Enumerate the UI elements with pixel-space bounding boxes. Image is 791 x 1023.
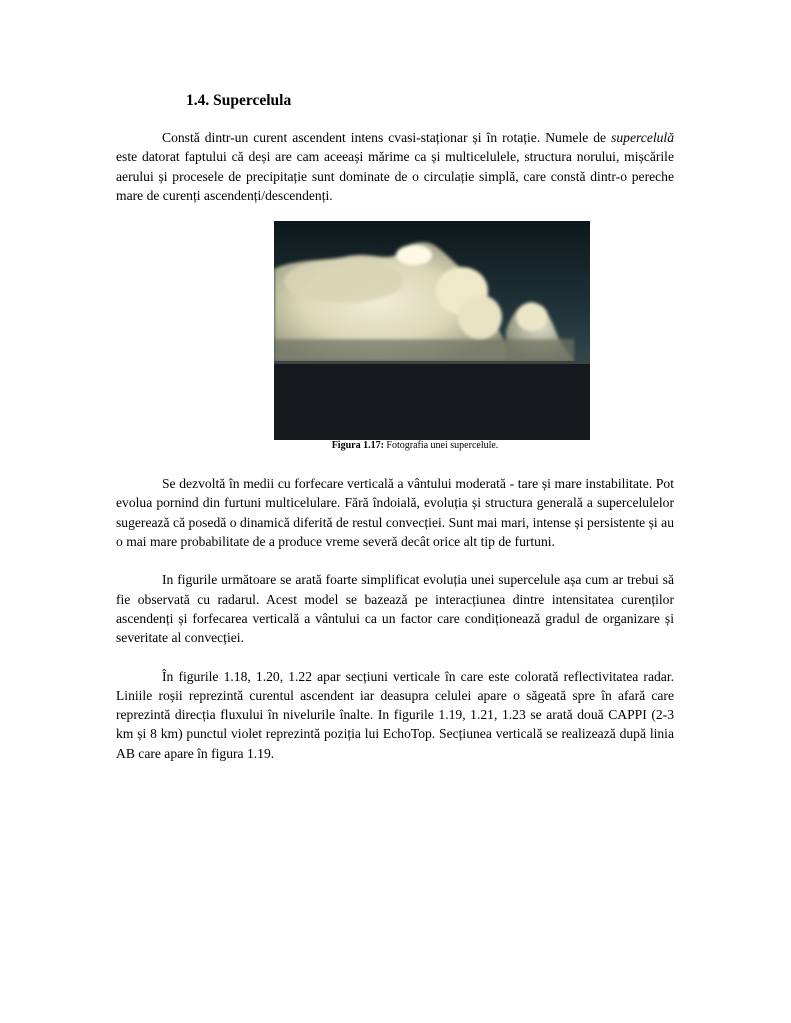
paragraph-environment: Se dezvoltă în medii cu forfecare verticală a vântului moderată - tare și mare instabilitate. Pot evolua pornind din furtuni multicelulare. Fără îndoială, evoluția și structura generală a supercelulelor sugerează că posedă o dinamică diferită de restul convecției. Sunt mai mari, intense și persistente și au o mai mare probabilitate de a produce vreme severă decât orice alt tip de furtuni. [116, 476, 674, 550]
section-title: 1.4. Supercelula [186, 92, 292, 109]
paragraph-intro [116, 128, 674, 205]
paragraph-intro-after: este datorat faptului că deși are cam aceeași mărime ca și multicelulele, structura norului, mișcările aerului și procesele de precipitație sunt dominate de o circulație simplă, care constă dintr-o pereche mare de curenți ascendenți/descendenți. [116, 149, 674, 203]
supercell-photo [274, 221, 590, 440]
document-page [116, 90, 674, 763]
figure-supercell [116, 221, 674, 452]
paragraph-radar-model: In figurile următoare se arată foarte simplificat evoluția unei supercelule așa cum ar trebui să fie observată cu radarul. Acest model se bazează pe interacțiunea dintre intensitatea curenților ascendenți și forfecarea verticală a vântului ca un factor care condiționează gradul de organizare și severitate al convecției. [116, 572, 674, 646]
figure-caption [116, 440, 674, 452]
figure-caption-text: Fotografia unei supercelule. [383, 440, 499, 452]
paragraph-intro-before: Constă dintr-un curent ascendent intens cvasi-staționar și în rotație. Numele de [162, 130, 612, 145]
paragraph-intro-emphasis: supercelulă [611, 130, 674, 145]
figure-label: Figura 1.17: [331, 440, 384, 452]
paragraph-figures: În figurile 1.18, 1.20, 1.22 apar secțiuni verticale în care este colorată reflectivitatea radar. Liniile roșii reprezintă curentul ascendent iar deasupra celulei apare o săgeată spre în afară care reprezintă direcția fluxului în nivelurile înalte. In figurile 1.19, 1.21, 1.23 se arată două CAPPI (2-3 km și 8 km) punctul violet reprezintă poziția lui EchoTop. Secțiunea verticală se realizează după linia AB care apare în figura 1.19. [116, 668, 674, 761]
